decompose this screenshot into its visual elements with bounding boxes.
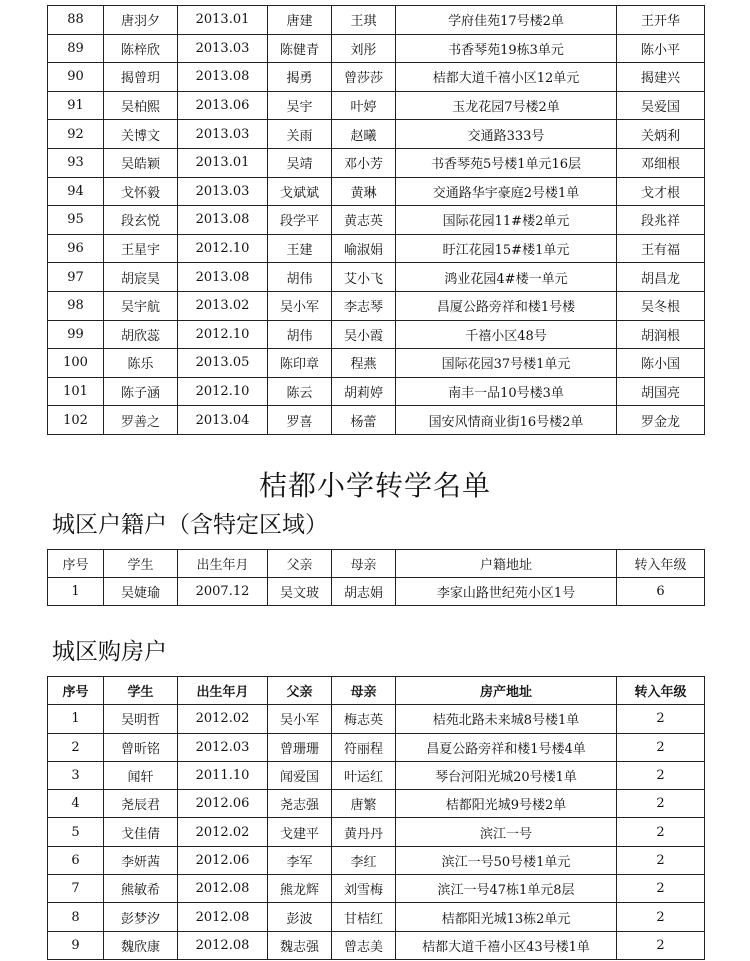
cell-mother: 叶运红	[332, 761, 396, 789]
cell-mother: 叶婷	[332, 91, 396, 120]
cell-student: 曾昕铭	[104, 733, 178, 761]
cell-last: 邓细根	[617, 148, 705, 177]
cell-index: 7	[48, 875, 104, 903]
table-row	[48, 705, 705, 733]
cell-birth: 2007.12	[178, 578, 268, 606]
cell-index: 90	[48, 63, 104, 92]
cell-last: 2	[617, 931, 705, 959]
cell-address: 千禧小区48号	[396, 320, 617, 349]
cell-father: 揭勇	[268, 63, 332, 92]
cell-index: 88	[48, 6, 104, 35]
cell-address: 盱江花园15#楼1单元	[396, 234, 617, 263]
cell-father: 段学平	[268, 206, 332, 235]
cell-address: 交通路333号	[396, 120, 617, 149]
cell-index: 92	[48, 120, 104, 149]
table-row	[48, 6, 705, 35]
table-row	[48, 234, 705, 263]
cell-father: 李军	[268, 846, 332, 874]
cell-index: 95	[48, 206, 104, 235]
cell-address: 南丰一品10号楼3单	[396, 377, 617, 406]
cell-birth: 2013.08	[178, 63, 268, 92]
column-header-mother: 母亲	[332, 550, 396, 578]
cell-index: 4	[48, 790, 104, 818]
cell-address: 鸿业花园4#楼一单元	[396, 263, 617, 292]
cell-index: 101	[48, 377, 104, 406]
cell-birth: 2013.06	[178, 91, 268, 120]
section-heading-hukou: 城区户籍户（含特定区域）	[52, 512, 328, 538]
cell-mother: 赵曦	[332, 120, 396, 149]
cell-mother: 曾莎莎	[332, 63, 396, 92]
cell-mother: 刘彤	[332, 34, 396, 63]
cell-index: 9	[48, 931, 104, 959]
cell-father: 魏志强	[268, 931, 332, 959]
table-row	[48, 818, 705, 846]
cell-birth: 2012.10	[178, 234, 268, 263]
cell-address: 国安风情商业街16号楼2单	[396, 406, 617, 435]
cell-birth: 2012.06	[178, 790, 268, 818]
cell-student: 王星宇	[104, 234, 178, 263]
cell-last: 吴冬根	[617, 291, 705, 320]
cell-birth: 2012.08	[178, 903, 268, 931]
cell-birth: 2012.08	[178, 931, 268, 959]
table-row	[48, 320, 705, 349]
cell-student: 吴皓颖	[104, 148, 178, 177]
column-header-index: 序号	[48, 677, 104, 705]
cell-student: 胡宸昊	[104, 263, 178, 292]
cell-birth: 2013.01	[178, 6, 268, 35]
table-row	[48, 263, 705, 292]
cell-father: 吴小军	[268, 291, 332, 320]
cell-birth: 2012.06	[178, 846, 268, 874]
cell-father: 胡伟	[268, 263, 332, 292]
table-row	[48, 761, 705, 789]
table-row	[48, 349, 705, 378]
table-row	[48, 63, 705, 92]
cell-address: 桔都大道千禧小区43号楼1单	[396, 931, 617, 959]
cell-father: 戈建平	[268, 818, 332, 846]
table-row	[48, 733, 705, 761]
cell-student: 陈子涵	[104, 377, 178, 406]
cell-index: 3	[48, 761, 104, 789]
cell-mother: 甘桔红	[332, 903, 396, 931]
cell-index: 91	[48, 91, 104, 120]
cell-address: 交通路华宇豪庭2号楼1单	[396, 177, 617, 206]
cell-address: 桔都阳光城13栋2单元	[396, 903, 617, 931]
cell-birth: 2012.08	[178, 875, 268, 903]
cell-last: 陈小平	[617, 34, 705, 63]
continued-student-table	[47, 5, 705, 435]
table-row	[48, 578, 705, 606]
cell-birth: 2012.03	[178, 733, 268, 761]
cell-address: 昌厦公路旁祥和楼1号楼	[396, 291, 617, 320]
cell-birth: 2012.10	[178, 320, 268, 349]
hukou-table-header	[48, 550, 705, 578]
cell-last: 陈小国	[617, 349, 705, 378]
column-header-father: 父亲	[268, 550, 332, 578]
cell-father: 陈健青	[268, 34, 332, 63]
cell-student: 唐羽夕	[104, 6, 178, 35]
fang-table-body	[48, 705, 705, 960]
cell-mother: 胡志娟	[332, 578, 396, 606]
cell-mother: 黄志英	[332, 206, 396, 235]
table-row	[48, 206, 705, 235]
cell-last: 6	[617, 578, 705, 606]
cell-address: 玉龙花园7号楼2单	[396, 91, 617, 120]
cell-mother: 曾志美	[332, 931, 396, 959]
cell-last: 胡昌龙	[617, 263, 705, 292]
cell-mother: 黄琳	[332, 177, 396, 206]
cell-birth: 2013.02	[178, 291, 268, 320]
cell-index: 93	[48, 148, 104, 177]
table-row	[48, 291, 705, 320]
cell-last: 2	[617, 903, 705, 931]
cell-birth: 2012.10	[178, 377, 268, 406]
cell-mother: 刘雪梅	[332, 875, 396, 903]
cell-address: 桔都大道千禧小区12单元	[396, 63, 617, 92]
cell-student: 揭曾玥	[104, 63, 178, 92]
cell-index: 5	[48, 818, 104, 846]
fang-table	[47, 676, 705, 960]
table-row	[48, 931, 705, 959]
cell-student: 彭梦汐	[104, 903, 178, 931]
cell-last: 2	[617, 818, 705, 846]
cell-mother: 喻淑娟	[332, 234, 396, 263]
cell-mother: 吴小霞	[332, 320, 396, 349]
hukou-table-body	[48, 578, 705, 606]
cell-father: 王建	[268, 234, 332, 263]
section-heading-fang: 城区购房户	[52, 639, 167, 665]
cell-last: 揭建兴	[617, 63, 705, 92]
cell-father: 彭波	[268, 903, 332, 931]
cell-father: 吴靖	[268, 148, 332, 177]
cell-index: 97	[48, 263, 104, 292]
cell-address: 滨江一号	[396, 818, 617, 846]
cell-address: 昌夏公路旁祥和楼1号楼4单	[396, 733, 617, 761]
cell-birth: 2013.01	[178, 148, 268, 177]
cell-student: 陈梓欣	[104, 34, 178, 63]
cell-birth: 2011.10	[178, 761, 268, 789]
cell-father: 吴文玻	[268, 578, 332, 606]
cell-student: 戈怀毅	[104, 177, 178, 206]
cell-student: 关博文	[104, 120, 178, 149]
cell-mother: 程燕	[332, 349, 396, 378]
cell-address: 琴台河阳光城20号楼1单	[396, 761, 617, 789]
cell-father: 熊龙辉	[268, 875, 332, 903]
cell-last: 2	[617, 875, 705, 903]
cell-index: 99	[48, 320, 104, 349]
cell-student: 胡欣蕊	[104, 320, 178, 349]
column-header-last: 转入年级	[617, 550, 705, 578]
cell-last: 关炳利	[617, 120, 705, 149]
column-header-address: 户籍地址	[396, 550, 617, 578]
table-row	[48, 875, 705, 903]
continued-student-table-body	[48, 6, 705, 435]
cell-index: 89	[48, 34, 104, 63]
cell-address: 书香琴苑5号楼1单元16层	[396, 148, 617, 177]
column-header-address: 房产地址	[396, 677, 617, 705]
cell-last: 王有福	[617, 234, 705, 263]
cell-student: 李妍茜	[104, 846, 178, 874]
cell-address: 学府佳苑17号楼2单	[396, 6, 617, 35]
cell-last: 胡润根	[617, 320, 705, 349]
cell-father: 唐建	[268, 6, 332, 35]
cell-address: 书香琴苑19栋3单元	[396, 34, 617, 63]
column-header-student: 学生	[104, 550, 178, 578]
cell-birth: 2012.02	[178, 818, 268, 846]
table-row	[48, 790, 705, 818]
hukou-table	[47, 549, 705, 606]
cell-father: 吴宇	[268, 91, 332, 120]
cell-mother: 梅志英	[332, 705, 396, 733]
cell-mother: 杨蕾	[332, 406, 396, 435]
cell-student: 尧辰君	[104, 790, 178, 818]
page-title: 桔都小学转学名单	[258, 469, 491, 502]
cell-index: 96	[48, 234, 104, 263]
table-row	[48, 120, 705, 149]
cell-student: 吴婕瑜	[104, 578, 178, 606]
cell-birth: 2013.03	[178, 177, 268, 206]
table-row	[48, 91, 705, 120]
cell-index: 8	[48, 903, 104, 931]
cell-index: 102	[48, 406, 104, 435]
cell-mother: 李红	[332, 846, 396, 874]
cell-birth: 2013.08	[178, 206, 268, 235]
cell-father: 陈云	[268, 377, 332, 406]
cell-last: 2	[617, 705, 705, 733]
cell-student: 吴宇航	[104, 291, 178, 320]
cell-birth: 2013.08	[178, 263, 268, 292]
cell-birth: 2013.03	[178, 120, 268, 149]
cell-mother: 王琪	[332, 6, 396, 35]
cell-student: 吴明哲	[104, 705, 178, 733]
cell-index: 6	[48, 846, 104, 874]
cell-last: 段兆祥	[617, 206, 705, 235]
fang-table-header	[48, 677, 705, 705]
table-row	[48, 903, 705, 931]
table-row	[48, 377, 705, 406]
column-header-index: 序号	[48, 550, 104, 578]
cell-student: 魏欣康	[104, 931, 178, 959]
cell-last: 2	[617, 846, 705, 874]
cell-birth: 2013.04	[178, 406, 268, 435]
cell-last: 戈才根	[617, 177, 705, 206]
cell-student: 罗善之	[104, 406, 178, 435]
table-row	[48, 148, 705, 177]
table-row	[48, 34, 705, 63]
cell-address: 李家山路世纪苑小区1号	[396, 578, 617, 606]
column-header-last: 转入年级	[617, 677, 705, 705]
cell-address: 桔苑北路未来城8号楼1单	[396, 705, 617, 733]
table-row	[48, 406, 705, 435]
cell-index: 100	[48, 349, 104, 378]
cell-father: 吴小军	[268, 705, 332, 733]
cell-mother: 唐繁	[332, 790, 396, 818]
cell-father: 胡伟	[268, 320, 332, 349]
cell-last: 2	[617, 790, 705, 818]
cell-mother: 黄丹丹	[332, 818, 396, 846]
cell-index: 1	[48, 705, 104, 733]
cell-last: 胡国亮	[617, 377, 705, 406]
cell-address: 滨江一号47栋1单元8层	[396, 875, 617, 903]
column-header-mother: 母亲	[332, 677, 396, 705]
cell-father: 关雨	[268, 120, 332, 149]
cell-last: 王开华	[617, 6, 705, 35]
cell-index: 94	[48, 177, 104, 206]
cell-last: 吴爱国	[617, 91, 705, 120]
cell-last: 2	[617, 733, 705, 761]
cell-index: 2	[48, 733, 104, 761]
cell-student: 闻轩	[104, 761, 178, 789]
cell-last: 罗金龙	[617, 406, 705, 435]
cell-index: 98	[48, 291, 104, 320]
cell-birth: 2012.02	[178, 705, 268, 733]
cell-father: 尧志强	[268, 790, 332, 818]
cell-last: 2	[617, 761, 705, 789]
cell-student: 熊敏希	[104, 875, 178, 903]
cell-father: 曾珊珊	[268, 733, 332, 761]
cell-index: 1	[48, 578, 104, 606]
cell-mother: 艾小飞	[332, 263, 396, 292]
column-header-student: 学生	[104, 677, 178, 705]
cell-student: 段玄悦	[104, 206, 178, 235]
cell-mother: 符丽程	[332, 733, 396, 761]
cell-father: 闻爱国	[268, 761, 332, 789]
column-header-birth: 出生年月	[178, 550, 268, 578]
cell-address: 桔都阳光城9号楼2单	[396, 790, 617, 818]
column-header-birth: 出生年月	[178, 677, 268, 705]
cell-father: 陈印章	[268, 349, 332, 378]
cell-mother: 邓小芳	[332, 148, 396, 177]
cell-address: 国际花园11#楼2单元	[396, 206, 617, 235]
cell-student: 陈乐	[104, 349, 178, 378]
cell-father: 罗喜	[268, 406, 332, 435]
cell-address: 滨江一号50号楼1单元	[396, 846, 617, 874]
cell-mother: 李志琴	[332, 291, 396, 320]
cell-mother: 胡莉婷	[332, 377, 396, 406]
cell-birth: 2013.05	[178, 349, 268, 378]
cell-student: 吴柏熙	[104, 91, 178, 120]
cell-father: 戈斌斌	[268, 177, 332, 206]
column-header-father: 父亲	[268, 677, 332, 705]
cell-address: 国际花园37号楼1单元	[396, 349, 617, 378]
table-row	[48, 846, 705, 874]
header-row	[48, 677, 705, 705]
cell-birth: 2013.03	[178, 34, 268, 63]
header-row	[48, 550, 705, 578]
table-row	[48, 177, 705, 206]
cell-student: 戈佳倩	[104, 818, 178, 846]
